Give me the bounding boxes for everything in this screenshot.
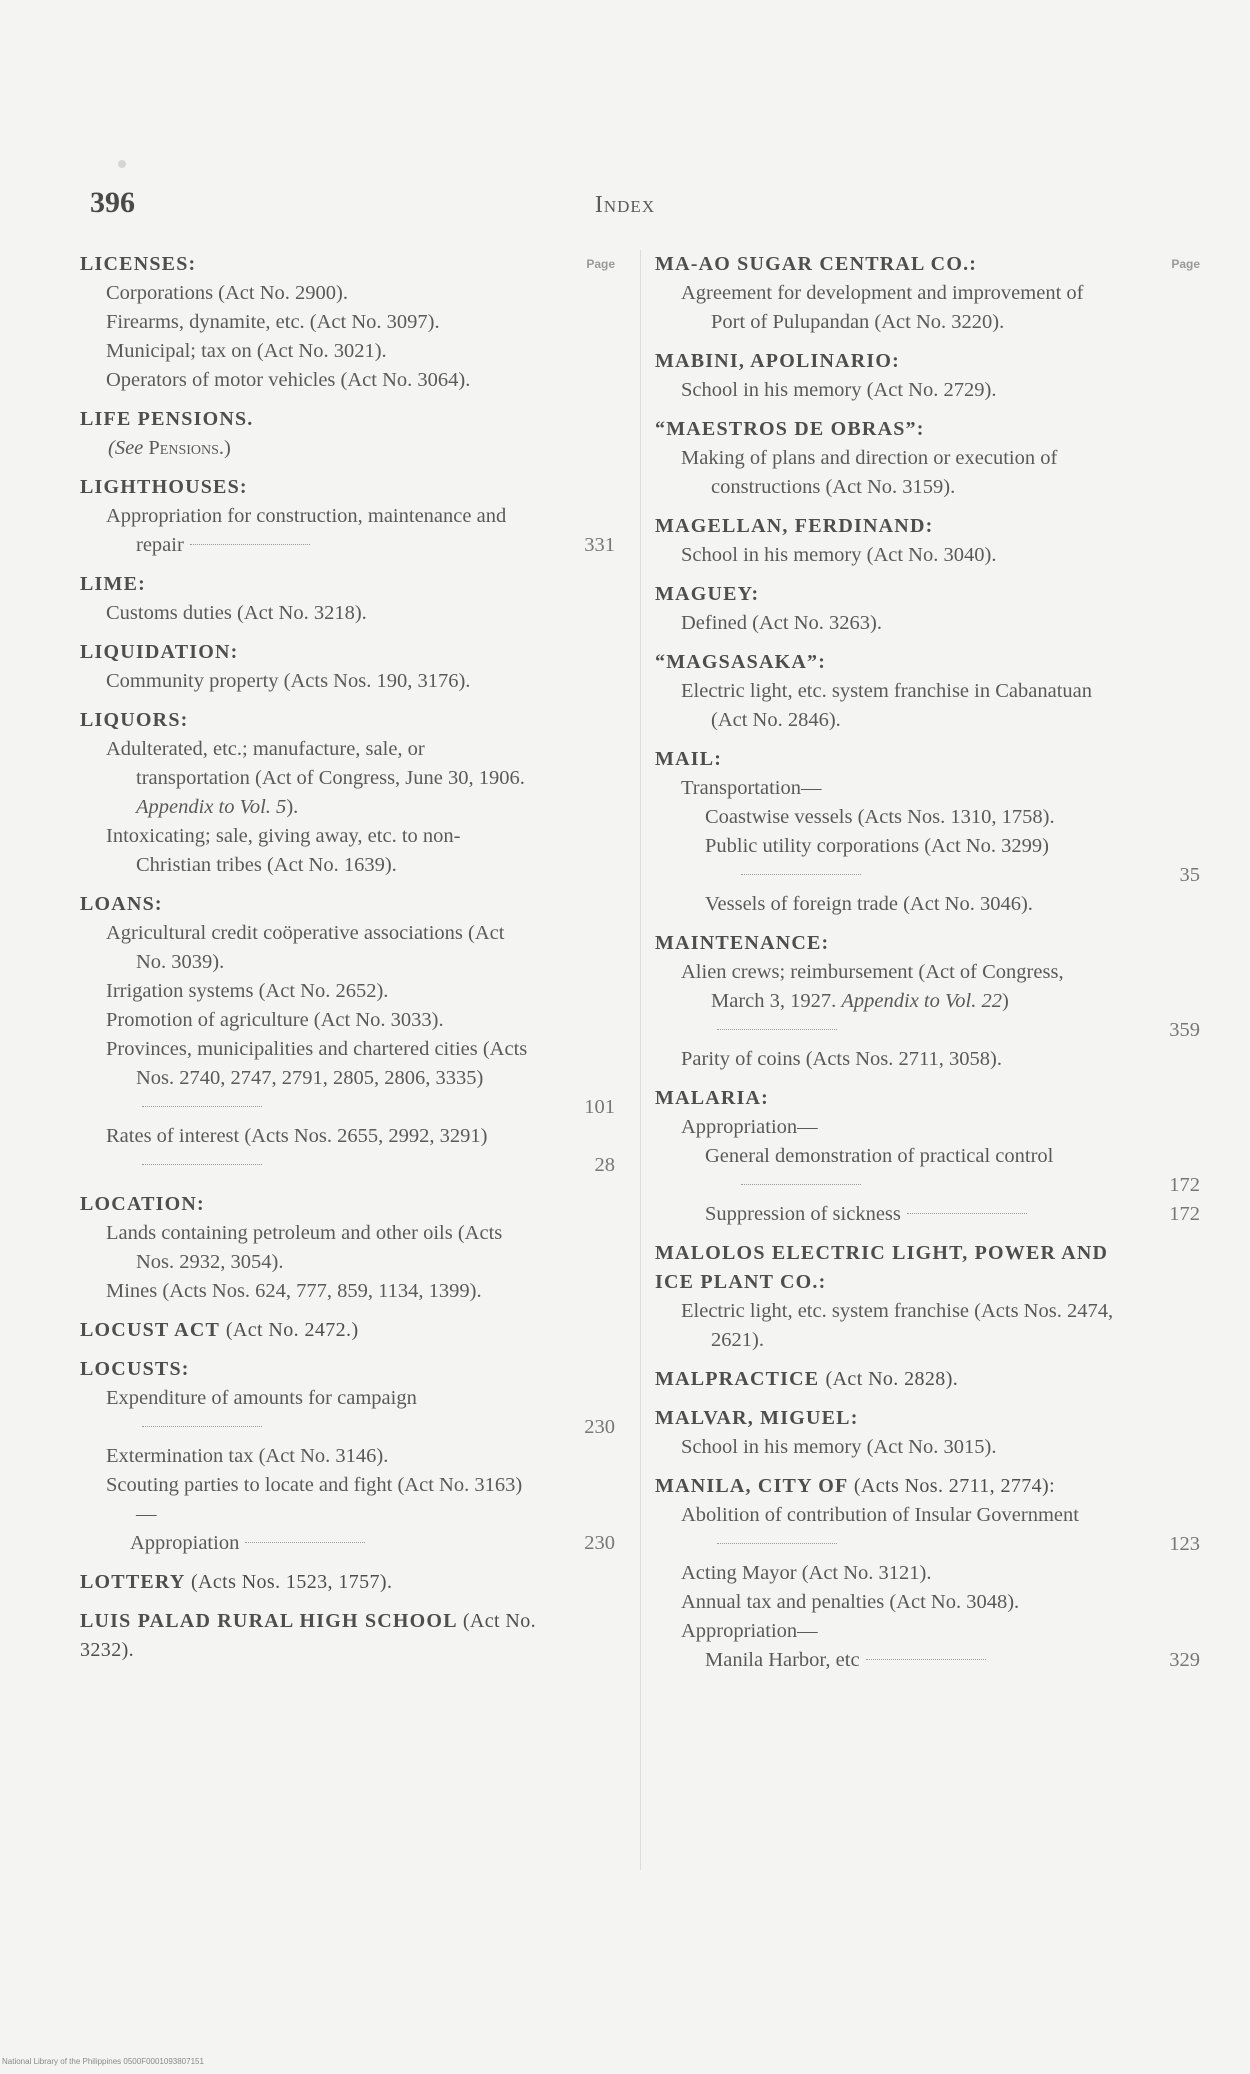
entry-heading — [655, 648, 1200, 677]
left-entries — [80, 250, 615, 1665]
index-entry — [80, 570, 615, 628]
subsubentry — [655, 832, 1200, 890]
subentry-text: Agreement for development and improvement of Port of Pulupandan (Act No. 3220). — [681, 282, 1084, 333]
subentry — [80, 1122, 615, 1180]
subentry-text: Abolition of contribution of Insular Government — [681, 1504, 1079, 1526]
page-ref: 359 — [1169, 1019, 1200, 1041]
index-entry — [80, 706, 615, 880]
running-head: Index — [594, 192, 656, 218]
subentry-citation: Appendix to Vol. 22 — [841, 990, 1002, 1012]
subentry-text: Appropriation— — [681, 1620, 818, 1642]
subentry — [80, 502, 615, 560]
page-ref: 331 — [584, 534, 615, 556]
entry-heading — [655, 745, 1200, 774]
entry-heading — [655, 347, 1200, 376]
subentry-text: Extermination tax (Act No. 3146). — [106, 1445, 389, 1467]
subsubentry — [655, 890, 1200, 919]
subentry — [80, 366, 615, 395]
subentry — [655, 958, 1200, 1045]
page-ref: 101 — [584, 1096, 615, 1118]
index-entry — [80, 1316, 615, 1345]
subentry-text: Appropriation— — [681, 1116, 818, 1138]
index-entry — [655, 745, 1200, 919]
heading-text: MALVAR, MIGUEL: — [655, 1407, 859, 1429]
subsubentry — [80, 1529, 615, 1558]
heading-text: LIQUORS: — [80, 709, 189, 731]
subentry-text: Making of plans and direction or execution of constructions (Act No. 3159). — [681, 447, 1058, 498]
subentry-text: Annual tax and penalties (Act No. 3048). — [681, 1591, 1020, 1613]
entry-heading — [80, 473, 615, 502]
dot-leader — [866, 1659, 986, 1660]
index-entry — [80, 250, 615, 395]
entry-heading — [655, 929, 1200, 958]
subentry — [655, 1433, 1200, 1462]
index-entry — [80, 1190, 615, 1306]
subentry — [80, 1035, 615, 1122]
heading-text: “MAGSASAKA”: — [655, 651, 827, 673]
subentry-suffix: ). — [286, 796, 299, 818]
heading-text: LOCATION: — [80, 1193, 205, 1215]
subentry — [655, 444, 1200, 502]
index-entry — [80, 638, 615, 696]
subsubentry — [655, 1142, 1200, 1200]
heading-reference: (Acts Nos. 1523, 1757). — [190, 1571, 393, 1593]
index-entry — [655, 1472, 1200, 1675]
entry-heading — [80, 570, 615, 599]
subentry-text: School in his memory (Act No. 3040). — [681, 544, 997, 566]
dot-leader — [190, 544, 310, 545]
dot-leader — [741, 874, 861, 875]
subentry — [80, 599, 615, 628]
subentry — [80, 1384, 615, 1442]
page-number: 396 — [90, 186, 135, 219]
subentry-text: Appropiation — [130, 1532, 240, 1554]
subentry-text: Adulterated, etc.; manufacture, sale, or transportation (Act of Congress, June 30, 1906. — [106, 738, 525, 789]
heading-text: “MAESTROS DE OBRAS”: — [655, 418, 925, 440]
subentry-text: Mines (Acts Nos. 624, 777, 859, 1134, 1399). — [106, 1280, 482, 1302]
dot-leader — [142, 1164, 262, 1165]
index-entry — [655, 1239, 1200, 1355]
subentry — [80, 977, 615, 1006]
subentry — [80, 279, 615, 308]
subentry — [655, 1045, 1200, 1074]
heading-text: LICENSES: — [80, 253, 197, 275]
subentry-text: Acting Mayor (Act No. 3121). — [681, 1562, 932, 1584]
page-ref: 28 — [594, 1154, 615, 1176]
column-divider — [640, 250, 641, 1870]
subentry-text: Electric light, etc. system franchise in Cabanatuan (Act No. 2846). — [681, 680, 1092, 731]
subentry-text: Alien crews; reimbursement (Act of Congress, March 3, 1927. — [681, 961, 1064, 1012]
subentry-text: Customs duties (Act No. 3218). — [106, 602, 367, 624]
subentry-text: Parity of coins (Acts Nos. 2711, 3058). — [681, 1048, 1002, 1070]
subsubentry — [655, 1200, 1200, 1229]
heading-text: LUIS PALAD RURAL HIGH SCHOOL — [80, 1610, 457, 1632]
subentry-text: Community property (Acts Nos. 190, 3176). — [106, 670, 471, 692]
subentry-text: Irrigation systems (Act No. 2652). — [106, 980, 389, 1002]
dot-leader — [142, 1426, 262, 1427]
dot-leader — [245, 1542, 365, 1543]
page-ref: 172 — [1169, 1174, 1200, 1196]
index-entry — [80, 473, 615, 560]
subentry-text: Municipal; tax on (Act No. 3021). — [106, 340, 387, 362]
heading-text: MAIL: — [655, 748, 723, 770]
right-column — [655, 250, 1200, 1685]
subentry-citation: Appendix to Vol. 5 — [136, 796, 287, 818]
heading-text: LIQUIDATION: — [80, 641, 239, 663]
heading-reference: (Act No. 2828). — [825, 1368, 959, 1390]
see-target: Pensions.) — [148, 437, 231, 459]
page-column-label: Page — [1171, 257, 1200, 271]
page-ref: 172 — [1169, 1203, 1200, 1225]
heading-text: MALOLOS ELECTRIC LIGHT, POWER AND ICE PLANT CO.: — [655, 1242, 1109, 1293]
heading-reference: (Act No. 2472.) — [225, 1319, 359, 1341]
entry-heading — [655, 1472, 1200, 1501]
subentry-text: Agricultural credit coöperative associations (Act No. 3039). — [106, 922, 505, 973]
subentry-text: Operators of motor vehicles (Act No. 3064). — [106, 369, 471, 391]
dot-leader — [907, 1213, 1027, 1214]
index-entry — [655, 347, 1200, 405]
heading-text: MALPRACTICE — [655, 1368, 820, 1390]
dot-leader — [142, 1106, 262, 1107]
entry-heading — [80, 638, 615, 667]
index-entry — [655, 250, 1200, 337]
heading-text: MAGELLAN, FERDINAND: — [655, 515, 934, 537]
heading-text: LOCUSTS: — [80, 1358, 190, 1380]
scan-credit: National Library of the Philippines 0500F0001093807151 — [2, 2057, 204, 2066]
heading-text: LOANS: — [80, 893, 163, 915]
subentry — [655, 1617, 1200, 1646]
page-ref: 123 — [1169, 1533, 1200, 1555]
entry-heading — [80, 405, 615, 434]
heading-text: LOTTERY — [80, 1571, 185, 1593]
entry-heading — [655, 250, 1200, 279]
index-entry — [655, 1365, 1200, 1394]
page-ref: 35 — [1179, 864, 1200, 886]
entry-heading — [655, 1404, 1200, 1433]
entry-heading — [80, 706, 615, 735]
dot-leader — [717, 1543, 837, 1544]
subentry — [80, 667, 615, 696]
subentry-text: Promotion of agriculture (Act No. 3033). — [106, 1009, 444, 1031]
subentry-text: Intoxicating; sale, giving away, etc. to non-Christian tribes (Act No. 1639). — [106, 825, 461, 876]
subentry-text: Firearms, dynamite, etc. (Act No. 3097). — [106, 311, 440, 333]
index-entry — [655, 415, 1200, 502]
entry-heading — [655, 580, 1200, 609]
heading-text: LIGHTHOUSES: — [80, 476, 248, 498]
subentry — [80, 1006, 615, 1035]
index-entry — [655, 929, 1200, 1074]
index-entry — [80, 890, 615, 1180]
subentry — [80, 308, 615, 337]
entry-heading — [80, 250, 615, 279]
entry-heading — [80, 1316, 615, 1345]
subentry — [80, 735, 615, 822]
subentry — [80, 822, 615, 880]
subentry — [655, 609, 1200, 638]
heading-text: LOCUST ACT — [80, 1319, 220, 1341]
heading-text: MAGUEY: — [655, 583, 760, 605]
subentry-text: Corporations (Act No. 2900). — [106, 282, 348, 304]
entry-heading — [655, 1239, 1200, 1297]
heading-text: LIME: — [80, 573, 146, 595]
subentry — [655, 774, 1200, 803]
index-entry — [655, 1084, 1200, 1229]
subentry-suffix: ) — [1001, 990, 1009, 1012]
subentry-text: General demonstration of practical control — [705, 1145, 1054, 1167]
subentry — [80, 1471, 615, 1529]
subentry — [655, 541, 1200, 570]
subentry-text: School in his memory (Act No. 3015). — [681, 1436, 997, 1458]
subentry-text: Provinces, municipalities and chartered cities (Acts Nos. 2740, 2747, 2791, 2805, 2806, 3335) — [106, 1038, 528, 1089]
subentry — [80, 1442, 615, 1471]
index-entry — [80, 405, 615, 463]
index-entry — [655, 1404, 1200, 1462]
entry-heading — [655, 512, 1200, 541]
heading-text: LIFE PENSIONS. — [80, 408, 254, 430]
index-entry — [655, 512, 1200, 570]
subentry — [80, 1219, 615, 1277]
subentry-text: Transportation— — [681, 777, 822, 799]
subsubentry — [655, 1646, 1200, 1675]
page-ref: 230 — [584, 1416, 615, 1438]
subentry — [655, 376, 1200, 405]
subentry — [80, 1277, 615, 1306]
subentry-text: Manila Harbor, etc — [705, 1649, 860, 1671]
subentry-text: Electric light, etc. system franchise (Acts Nos. 2474, 2621). — [681, 1300, 1114, 1351]
subentry — [655, 1501, 1200, 1559]
subentry — [80, 337, 615, 366]
entry-heading — [655, 1084, 1200, 1113]
page-blemish — [118, 160, 126, 168]
subentry-text: Vessels of foreign trade (Act No. 3046). — [705, 893, 1033, 915]
index-entry — [80, 1355, 615, 1558]
right-entries — [655, 250, 1200, 1675]
subentry — [655, 1588, 1200, 1617]
subentry — [655, 1113, 1200, 1142]
heading-text: MALARIA: — [655, 1087, 770, 1109]
index-entry — [80, 1607, 615, 1665]
entry-heading — [80, 1190, 615, 1219]
dot-leader — [717, 1029, 837, 1030]
index-entry — [655, 648, 1200, 735]
heading-text: MAINTENANCE: — [655, 932, 830, 954]
heading-reference: (Acts Nos. 2711, 2774): — [853, 1475, 1056, 1497]
subentry-text: Coastwise vessels (Acts Nos. 1310, 1758). — [705, 806, 1055, 828]
subentry — [655, 1297, 1200, 1355]
entry-heading — [655, 415, 1200, 444]
page-column-label: Page — [586, 257, 615, 271]
heading-reference: (Act No. 3232). — [80, 1610, 537, 1661]
see-reference: (See Pensions.) — [108, 437, 231, 459]
heading-text: MANILA, CITY OF — [655, 1475, 848, 1497]
subentry — [655, 1559, 1200, 1588]
subentry-text: Defined (Act No. 3263). — [681, 612, 882, 634]
subentry-text: Expenditure of amounts for campaign — [106, 1387, 417, 1409]
subsubentry — [655, 803, 1200, 832]
entry-heading — [655, 1365, 1200, 1394]
see-word: See — [114, 437, 144, 459]
subentry-text: Scouting parties to locate and fight (Act No. 3163)— — [106, 1474, 523, 1525]
index-entry — [80, 1568, 615, 1597]
entry-heading — [80, 1568, 615, 1597]
subentry-text: Rates of interest (Acts Nos. 2655, 2992, 3291) — [106, 1125, 488, 1147]
subentry — [655, 279, 1200, 337]
subentry-text: Lands containing petroleum and other oils (Acts Nos. 2932, 3054). — [106, 1222, 503, 1273]
subentry — [80, 919, 615, 977]
subentry — [655, 677, 1200, 735]
index-entry — [655, 580, 1200, 638]
subentry-text: Public utility corporations (Act No. 3299) — [705, 835, 1049, 857]
page-ref: 230 — [584, 1532, 615, 1554]
entry-heading — [80, 890, 615, 919]
heading-text: MA-AO SUGAR CENTRAL CO.: — [655, 253, 978, 275]
entry-heading — [80, 1607, 615, 1665]
entry-heading — [80, 1355, 615, 1384]
subentry-text: Suppression of sickness — [705, 1203, 901, 1225]
subentry-text: Appropriation for construction, maintenance and repair — [106, 505, 507, 556]
subentry-text: School in his memory (Act No. 2729). — [681, 379, 997, 401]
page-ref: 329 — [1169, 1649, 1200, 1671]
heading-text: MABINI, APOLINARIO: — [655, 350, 901, 372]
dot-leader — [741, 1184, 861, 1185]
left-column — [80, 250, 615, 1675]
